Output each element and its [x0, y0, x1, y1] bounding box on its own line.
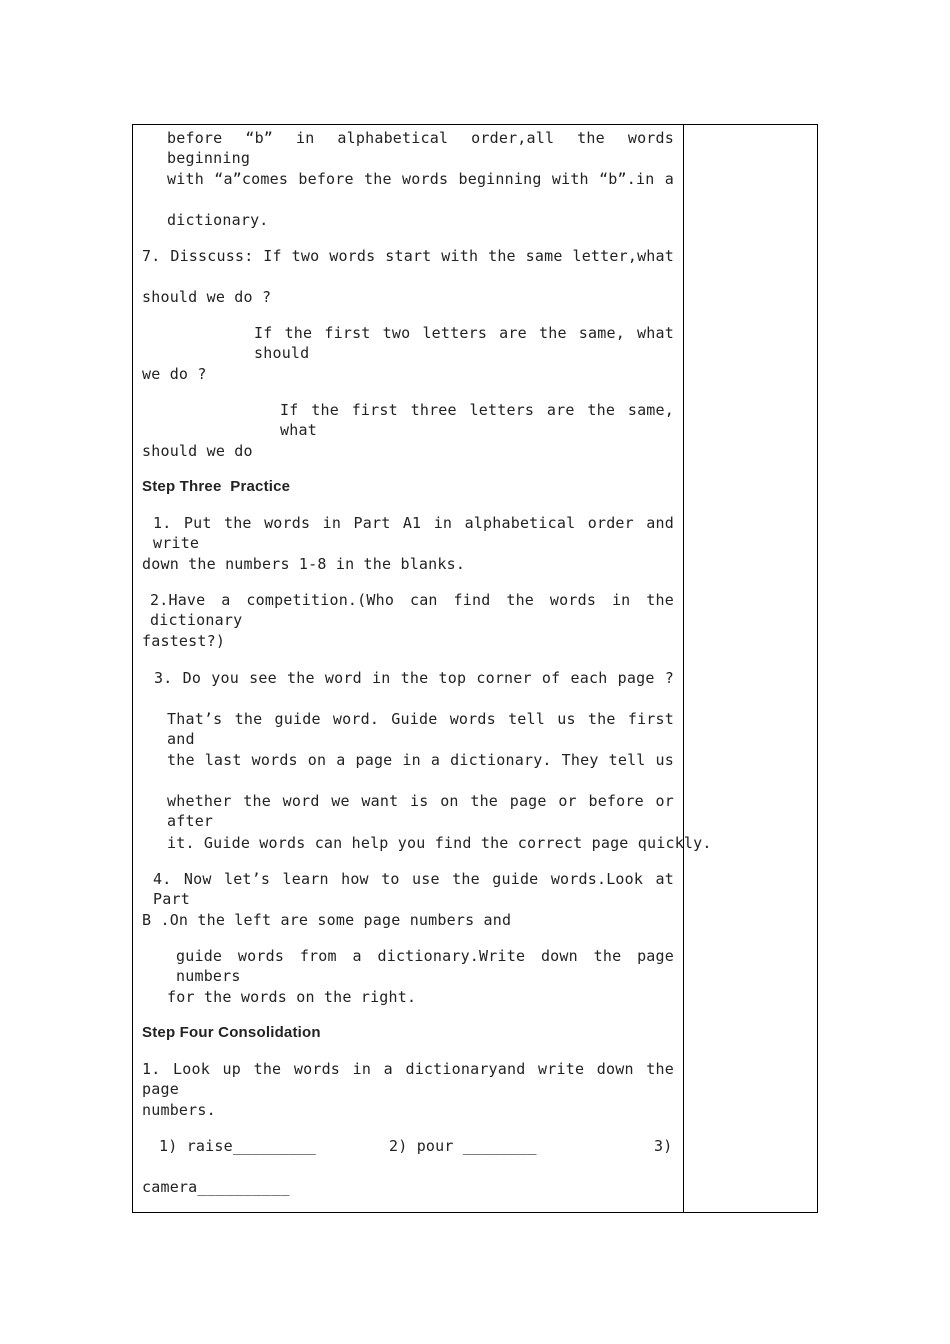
discuss-question-3: If the first three letters are the same, what — [280, 401, 674, 439]
text-line-9: should we do — [142, 442, 253, 460]
blank-pour: 2) pour ________ — [389, 1137, 537, 1155]
text-line-16: That’s the guide word. Guide words tell us the first and — [167, 710, 674, 748]
text-line-17: the last words on a page in a dictionary. They tell us — [167, 751, 674, 769]
text-line-5: should we do ? — [142, 288, 272, 306]
text-line-14: fastest?) — [142, 632, 226, 650]
text-line-12: down the numbers 1-8 in the blanks. — [142, 555, 466, 573]
practice-item-1: 1. Put the words in Part A1 in alphabetical order and write — [153, 514, 674, 552]
discuss-question-2: If the first two letters are the same, what should — [254, 324, 674, 362]
text-line-21: B .On the left are some page numbers and — [142, 911, 512, 929]
text-line-26: numbers. — [142, 1101, 216, 1119]
text-line-23: for the words on the right. — [167, 988, 417, 1006]
step-three-heading: Step Three Practice — [142, 478, 291, 495]
discuss-question-1: 7. Disscuss: If two words start with the same letter,what — [142, 247, 674, 265]
text-line-3: dictionary. — [167, 211, 269, 229]
text-line-2: with “a”comes before the words beginning with “b”.in a — [167, 170, 674, 188]
text-line-18: whether the word we want is on the page or before or after — [167, 792, 674, 830]
blank-item-3-number: 3) — [654, 1137, 673, 1155]
text-line-19: it. Guide words can help you find the correct page quickly. — [167, 834, 712, 852]
practice-item-4: 4. Now let’s learn how to use the guide words.Look at Part — [153, 870, 674, 908]
blank-raise: 1) raise_________ — [159, 1137, 316, 1155]
practice-item-3: 3. Do you see the word in the top corner of each page ? — [154, 669, 674, 687]
consolidation-item-1: 1. Look up the words in a dictionaryand write down the page — [142, 1060, 674, 1098]
text-line-7: we do ? — [142, 365, 207, 383]
blank-camera: camera__________ — [142, 1178, 290, 1196]
text-line-1: before “b” in alphabetical order,all the words beginning — [167, 129, 674, 167]
practice-item-2: 2.Have a competition.(Who can find the words in the dictionary — [150, 591, 674, 629]
notes-column — [684, 125, 817, 1212]
text-line-22: guide words from a dictionary.Write down the page numbers — [176, 947, 674, 985]
step-four-heading: Step Four Consolidation — [142, 1024, 321, 1041]
